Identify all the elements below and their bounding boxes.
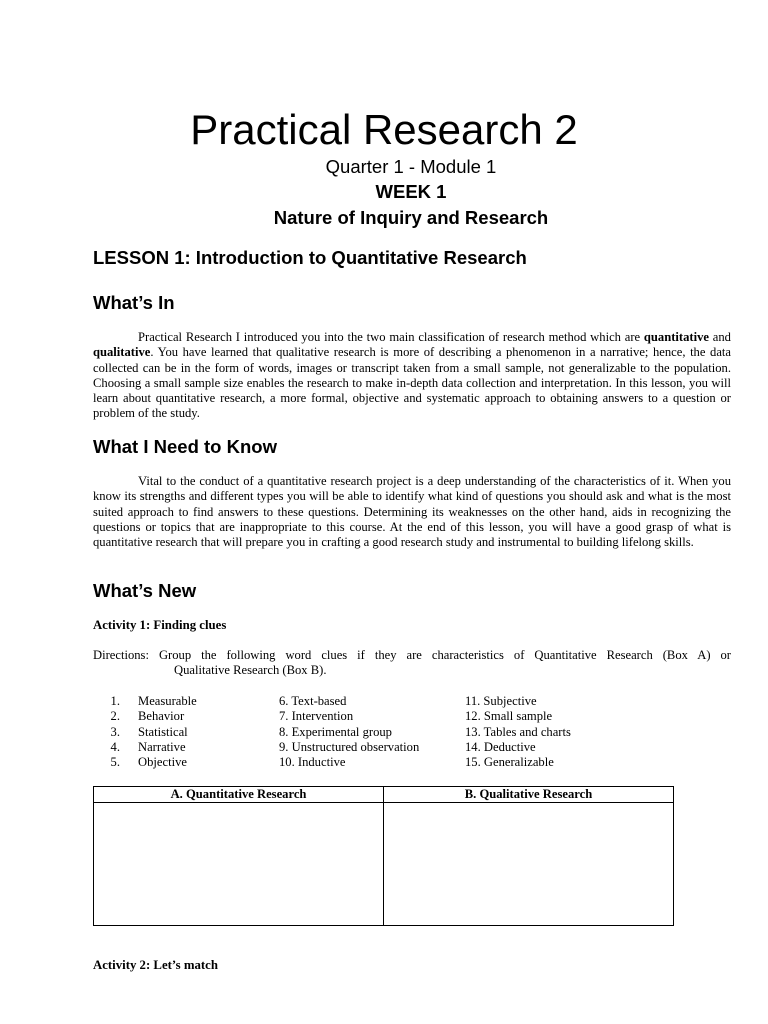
- clue-item: 9. Unstructured observation: [279, 739, 420, 754]
- directions-line-2: Qualitative Research (Box B).: [174, 663, 327, 678]
- lesson-heading: LESSON 1: Introduction to Quantitative Research: [93, 247, 527, 268]
- clue-item: 14. Deductive: [465, 739, 536, 754]
- clue-text: Objective: [138, 755, 187, 770]
- clue-number: 2.: [110, 709, 120, 724]
- clue-item: [93, 694, 197, 709]
- clue-item: 10. Inductive: [279, 755, 346, 770]
- clue-item: 13. Tables and charts: [465, 724, 571, 739]
- box-a-header: A. Quantitative Research: [94, 787, 384, 803]
- clue-text: Behavior: [138, 709, 185, 724]
- clue-number: 3.: [110, 724, 120, 739]
- clue-number: 4.: [110, 739, 120, 754]
- paragraph-text: and: [709, 330, 731, 344]
- clue-item: [93, 740, 197, 755]
- clue-text: Narrative: [138, 739, 186, 754]
- clue-item: 12. Small sample: [465, 709, 553, 724]
- week-label: WEEK 1: [375, 181, 447, 202]
- box-b-answer-area[interactable]: [384, 803, 674, 926]
- activity-1-heading: Activity 1: Finding clues: [93, 618, 227, 632]
- paragraph-text: Practical Research I introduced you into the two main classification of research method which are: [138, 330, 644, 344]
- activity-2-heading: Activity 2: Let’s match: [93, 958, 218, 972]
- clue-list-col-3: [465, 694, 571, 770]
- clue-text: Statistical: [138, 724, 188, 739]
- directions-line-1: [93, 648, 731, 663]
- need-to-know-paragraph: Vital to the conduct of a quantitative research project is a deep understanding of the characteristics of it. When you know its strengths and different types you will be able to identify what kind of questions you should ask and what is the most suited approach to find answers to these questions. Determining its weaknesses on the other hand, aids in recognizing the questions or topics that are inappropriate to this course. At the end of this lesson, you will have a good grasp of what is quantitative research that will prepare you in crafting a good research study and instrumental to building lifelong skills.: [93, 474, 731, 550]
- paragraph-text: . You have learned that qualitative research is more of describing a phenomenon in a narrative; hence, the data collected can be in the form of words, images or transcript taken from a small sample, not generalizable to the population. Choosing a small sample size enables the research to make in-depth data collection and interpretation. In this lesson, you will learn about quantitative research, a more formal, objective and systematic approach to obtaining answers to a question or problem of the study.: [93, 345, 731, 421]
- need-to-know-heading: What I Need to Know: [93, 436, 277, 457]
- clue-item: [93, 755, 197, 770]
- answer-table: [93, 786, 674, 926]
- directions: [93, 648, 731, 679]
- clue-list-col-2: [279, 694, 419, 770]
- clue-number: 5.: [110, 755, 120, 770]
- box-b-header: B. Qualitative Research: [384, 787, 674, 803]
- directions-label: Directions:: [93, 648, 149, 662]
- bold-term-quantitative: quantitative: [643, 330, 709, 344]
- clue-item: [93, 709, 197, 724]
- whats-in-paragraph: [93, 330, 731, 422]
- clue-item: 11. Subjective: [465, 694, 537, 708]
- bold-term-qualitative: qualitative: [93, 345, 151, 360]
- clue-number: 1.: [110, 694, 120, 708]
- box-a-answer-area[interactable]: [94, 803, 384, 926]
- quarter-module: Quarter 1 - Module 1: [325, 156, 497, 177]
- topic-title: Nature of Inquiry and Research: [273, 207, 549, 228]
- clue-item: 6. Text-based: [279, 694, 347, 708]
- document-title: Practical Research 2: [190, 106, 578, 153]
- clue-item: 15. Generalizable: [465, 755, 554, 770]
- clue-list-col-1: [93, 694, 197, 770]
- clue-item: [93, 725, 197, 740]
- clue-text: Measurable: [138, 694, 197, 708]
- whats-in-heading: What’s In: [93, 292, 175, 313]
- whats-new-heading: What’s New: [93, 580, 197, 601]
- clue-item: 8. Experimental group: [279, 724, 392, 739]
- directions-text: Group the following word clues if they are characteristics of Quantitative Research (Box A) or: [148, 648, 731, 662]
- clue-item: 7. Intervention: [279, 709, 354, 724]
